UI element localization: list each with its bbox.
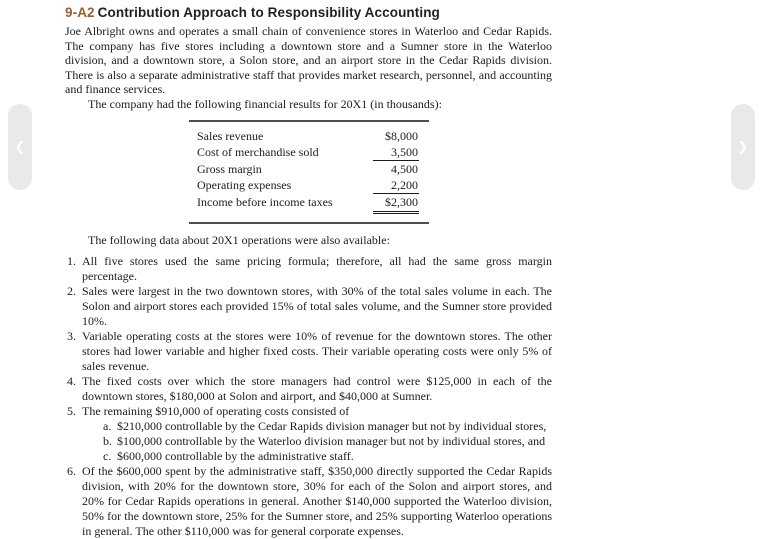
item-text: Variable operating costs at the stores were 10% of revenue for the downtown stores. The other stores had lower variable and higher fixed costs. Their variable operating costs were only 5% of sales revenue.	[82, 329, 552, 374]
item-text	[82, 404, 552, 464]
table-row	[197, 161, 419, 177]
sub-list-item	[103, 449, 552, 464]
list-item	[67, 404, 552, 464]
table-lead-in-paragraph: The company had the following financial results for 20X1 (in thousands):	[88, 96, 442, 111]
list-item	[67, 374, 552, 404]
item-number: 5.	[67, 404, 76, 419]
item-number: 6.	[67, 464, 76, 479]
row-label: Income before income taxes	[197, 195, 333, 210]
row-value: 2,200	[373, 177, 419, 194]
financial-results-table	[189, 120, 429, 224]
table-row	[197, 194, 419, 213]
chevron-left-icon: ❮	[14, 139, 26, 155]
numbered-list	[65, 254, 552, 539]
list-item	[67, 464, 552, 539]
table-row	[197, 144, 419, 161]
problem-heading	[65, 5, 552, 20]
list-item	[67, 284, 552, 329]
next-page-button[interactable]	[731, 104, 755, 190]
item-number: 2.	[67, 284, 76, 299]
textbook-page-content	[65, 5, 552, 539]
problem-number: 9-A2	[65, 5, 95, 20]
sub-list-item	[103, 434, 552, 449]
chevron-right-icon: ❯	[737, 139, 749, 155]
row-label: Sales revenue	[197, 128, 264, 143]
subitem-text: $210,000 controllable by the Cedar Rapids division manager but not by individual stores,	[117, 419, 547, 434]
sub-list-item	[103, 419, 552, 434]
row-value: $2,300	[373, 194, 419, 213]
item-number: 4.	[67, 374, 76, 389]
sub-list	[103, 419, 552, 464]
problem-title: Contribution Approach to Responsibility Accounting	[97, 5, 440, 20]
subitem-letter: c.	[103, 449, 112, 464]
row-value: 4,500	[391, 161, 418, 176]
list-item	[67, 329, 552, 374]
intro-paragraph: Joe Albright owns and operates a small chain of convenience stores in Waterloo and Cedar Rapids. The company has five stores including a downtown store and a Sumner store in the Waterloo division, and a downtown store, a Solon store, and an airport store in the Cedar Rapids division. There is also a separate administrative staff that provides market research, personnel, and accounting and finance services.	[65, 24, 552, 97]
item-number: 3.	[67, 329, 76, 344]
item-text: All five stores used the same pricing formula; therefore, all had the same gross margin percentage.	[82, 254, 552, 284]
item-text: Of the $600,000 spent by the administrative staff, $350,000 directly supported the Cedar Rapids division, with 20% for the downtown store, 30% for each of the Solon and airport stores, and 20% for Cedar Rapids operations in general. Another $140,000 supported the Waterloo division, 50% for the downtown store, 25% for the Sumner store, and 25% supporting Waterloo operations in general. The other $110,000 was for general corporate expenses.	[82, 464, 552, 539]
row-label: Cost of merchandise sold	[197, 144, 319, 159]
row-label: Gross margin	[197, 161, 262, 176]
data-lead-in-paragraph: The following data about 20X1 operations were also available:	[88, 232, 390, 247]
row-label: Operating expenses	[197, 178, 292, 193]
row-value: 3,500	[373, 144, 419, 161]
prev-page-button[interactable]	[8, 104, 32, 190]
item-text-lead: The remaining $910,000 of operating costs consisted of	[82, 404, 350, 419]
subitem-letter: b.	[103, 434, 112, 449]
subitem-text: $600,000 controllable by the administrative staff.	[117, 449, 354, 464]
table-row	[197, 177, 419, 194]
table-row	[197, 128, 419, 144]
item-text: Sales were largest in the two downtown stores, with 30% of the total sales volume in each. The Solon and airport stores each provided 15% of total sales volume, and the Sumner store provided 10%.	[82, 284, 552, 329]
item-text: The fixed costs over which the store managers had control were $125,000 in each of the downtown stores, $180,000 at Solon and airport, and $40,000 at Sumner.	[82, 374, 552, 404]
item-number: 1.	[67, 254, 76, 269]
subitem-letter: a.	[103, 419, 112, 434]
row-value: $8,000	[385, 128, 418, 143]
subitem-text: $100,000 controllable by the Waterloo division manager but not by individual stores, and	[117, 434, 546, 449]
list-item	[67, 254, 552, 284]
